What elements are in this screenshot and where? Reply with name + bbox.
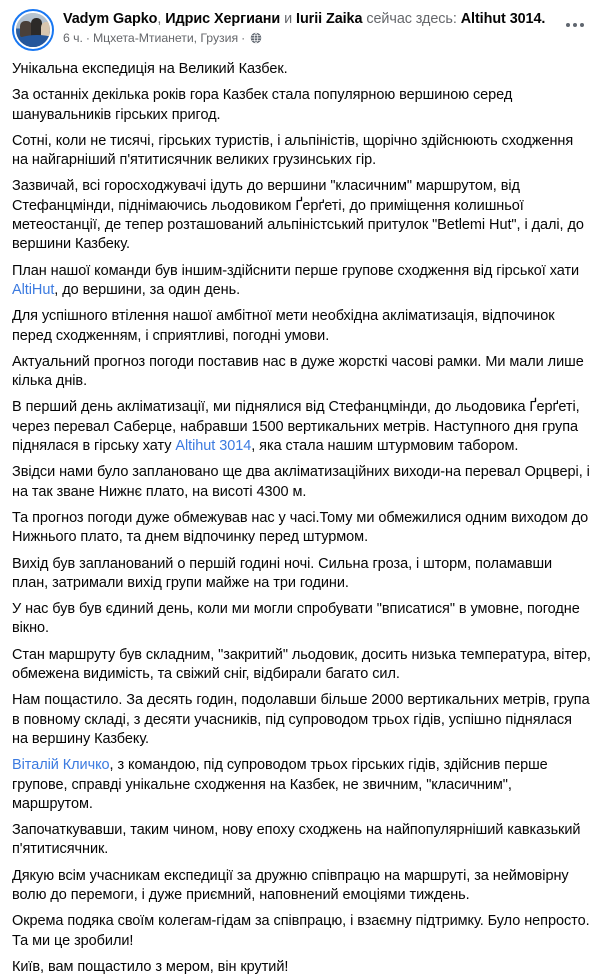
post-text: Для успішного втілення нашої амбітної мети необхідна акліматизація, відпочинок перед сходженням, і сприятливі, погодні умови.: [12, 308, 555, 344]
post-text: Зазвичай, всі горосходжувачі ідуть до вершини "класичним" маршрутом, від Стефанцмінди, піднімаючись льодовиком Ґерґеті, до приміщення колишньої метеостанції, де тепер розташований альпіністський притулок "Betlemi Hut", і далі, до вершини Казбеку.: [12, 178, 584, 253]
post-text: За останніх декілька років гора Казбек стала популярною вершиною серед шанувальників гірських пригод.: [12, 87, 513, 123]
post-header: [0, 0, 603, 51]
post-paragraph: [12, 756, 591, 814]
post-text: В перший день акліматизації, ми піднялися від Стефанцмінди, до льодовика Ґерґеті, через перевал Саберце, набравши 1500 вертикальних метрів. Наступного дня група піднялася в гірську хату: [12, 399, 580, 455]
post-inline-link[interactable]: Віталій Кличко: [12, 757, 110, 774]
post-paragraph: [12, 353, 591, 392]
post-paragraph: [12, 958, 591, 977]
avatar-foreground: [16, 35, 50, 47]
post-paragraph: [12, 555, 591, 594]
post-text: Актуальний прогноз погоди поставив нас в дуже жорсткі часові рамки. Ми мали лише кілька днів.: [12, 353, 584, 390]
post-text: Стан маршруту був складним, "закритий" льодовик, досить низька температура, вітер, обмежена видимість, та свіжий сніг, відбирали багато сил.: [12, 646, 591, 683]
post-paragraph: [12, 821, 591, 860]
author-link-1[interactable]: Vadym Gapko: [63, 11, 158, 27]
post-text: Нам пощастило. За десять годин, подолавши більше 2000 вертикальних метрів, група в повному складі, з десяти учасників, під супроводом трьох гідів, успішно піднялася на вершину Казбеку.: [12, 692, 590, 747]
checkin-action-text: сейчас здесь:: [362, 11, 461, 27]
checkin-place-link[interactable]: Altihut 3014.: [460, 11, 546, 27]
post-paragraph: [12, 86, 591, 125]
post-text: Дякую всім учасникам експедиції за дружню співпрацю на маршруті, за неймовірну волю до перемоги, і дуже приємний, наповнений емоціями тиждень.: [12, 867, 569, 903]
post-inline-link[interactable]: Altihut 3014: [175, 438, 252, 455]
post-title-line: [63, 10, 591, 28]
post-text: Київ, вам пощастило з мером, він крутий!: [12, 958, 289, 975]
post-text: , яка стала нашим штурмовим табором.: [251, 438, 519, 455]
post-paragraph: [12, 463, 591, 502]
author-link-2[interactable]: Идрис Хергиани: [165, 11, 281, 27]
post-paragraph: [12, 132, 591, 171]
post-paragraph: [12, 398, 591, 456]
more-options-dot: [580, 23, 584, 27]
post-paragraph: [12, 867, 591, 906]
post-text: , з командою, під супроводом трьох гірських гідів, здійснив перше групове, справді унікальне сходження на Казбек, не звичним, "класичним", маршрутом.: [12, 757, 548, 812]
post-paragraph: [12, 177, 591, 254]
more-options-dot: [566, 23, 570, 27]
post-paragraph: [12, 262, 591, 301]
post-text: План нашої команди був іншим-здійснити перше групове сходження від гірської хати: [12, 262, 580, 279]
post-text: Звідси нами було заплановано ще два акліматизаційних виходи-на перевал Орцвері, і на так зване Нижнє плато, на висоті 4300 м.: [12, 464, 590, 500]
post-timestamp[interactable]: 6 ч.: [63, 31, 83, 45]
post-header-text: [63, 9, 591, 46]
post-paragraph: [12, 307, 591, 346]
post-paragraph: [12, 646, 591, 685]
post-text: Сотні, коли не тисячі, гірських туристів, і альпіністів, щорічно здійснюють сходження на найгарніший п'ятитисячник великих грузинських гір.: [12, 132, 574, 169]
author-separator-2: и: [280, 11, 297, 27]
post-text: Та прогноз погоди дуже обмежував нас у часі.Тому ми обмежилися одним виходом до Нижнього плато, та днем відпочинку перед штурмом.: [12, 509, 589, 546]
more-options-dot: [573, 23, 577, 27]
post-text: Започаткувавши, таким чином, нову епоху сходжень на найпопулярніший кавказький п'ятитисячник.: [12, 822, 581, 858]
meta-separator-2: ·: [241, 31, 246, 45]
globe-icon[interactable]: [250, 32, 262, 44]
post-text: Унікальна експедиція на Великий Казбек.: [12, 61, 288, 77]
post-meta-line: [63, 30, 591, 46]
avatar[interactable]: [12, 9, 54, 51]
post-text: , до вершини, за один день.: [54, 281, 241, 298]
post-text: Вихід був запланований о першій годині ночі. Сильна гроза, і шторм, поламавши план, затримали вихід групи майже на три години.: [12, 555, 553, 591]
meta-separator-1: ·: [85, 31, 90, 45]
author-separator-1: ,: [157, 11, 166, 27]
post-paragraph: [12, 60, 591, 79]
post-text: Окрема подяка своїм колегам-гідам за співпрацю, і взаємну підтримку. Було непросто. Та ми це зробили!: [12, 913, 590, 949]
more-options-icon[interactable]: [560, 14, 590, 36]
post-paragraph: [12, 912, 591, 951]
post-location[interactable]: Мцхета-Мтианети, Грузия: [92, 31, 239, 45]
avatar-image: [16, 13, 50, 47]
post-inline-link[interactable]: AltiHut: [12, 281, 55, 298]
post-body: [0, 51, 603, 977]
author-link-3[interactable]: Iurii Zaika: [296, 11, 363, 27]
post-paragraph: [12, 600, 591, 639]
post-paragraph: [12, 509, 591, 548]
post-text: У нас був був єдиний день, коли ми могли спробувати "вписатися" в умовне, погодне вікно.: [12, 601, 580, 637]
post-paragraph: [12, 691, 591, 749]
